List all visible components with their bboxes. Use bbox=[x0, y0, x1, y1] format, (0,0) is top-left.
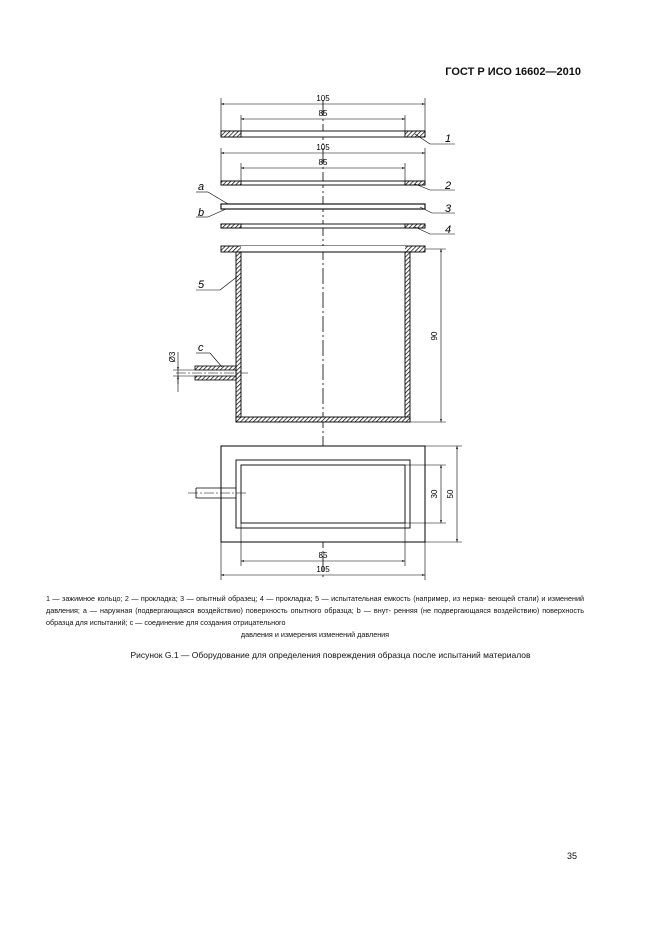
figure-caption: Рисунок G.1 — Оборудование для определения повреждения образца после испытаний материалов bbox=[130, 650, 531, 660]
dim-105-top: 105 bbox=[316, 94, 330, 103]
dim-85-second: 85 bbox=[318, 158, 328, 167]
vessel-plan-view bbox=[188, 446, 425, 542]
document-header: ГОСТ Р ИСО 16602—2010 bbox=[445, 66, 581, 78]
dim-height-90: 90 bbox=[430, 331, 439, 341]
test-vessel-section bbox=[176, 246, 425, 422]
dim-width-50: 50 bbox=[446, 489, 455, 499]
dim-width-30: 30 bbox=[430, 489, 439, 499]
callout-c: c bbox=[198, 342, 204, 354]
legend-line-3: ренняя (не подвергающаяся воздействию) поверхность образца для испытаний; c — соединение для создания отрицательного bbox=[46, 606, 584, 627]
callout-3: 3 bbox=[445, 203, 452, 215]
clamping-ring bbox=[221, 131, 425, 137]
figure-legend bbox=[46, 593, 584, 641]
legend-line-2: веющей стали) и изменений давления; a — наружная (подвергающаяся воздействию) поверхность опытного образца; b — внут- bbox=[46, 594, 584, 615]
legend-line-4: давления и измерения изменений давления bbox=[240, 630, 390, 639]
callout-2: 2 bbox=[445, 180, 452, 192]
dim-85-top: 85 bbox=[318, 109, 328, 118]
callout-a: a bbox=[198, 181, 205, 193]
callout-4: 4 bbox=[445, 224, 452, 236]
callout-b: b bbox=[198, 207, 205, 219]
callout-5: 5 bbox=[198, 279, 205, 291]
callout-1: 1 bbox=[445, 133, 452, 145]
legend-line-1: 1 — зажимное кольцо; 2 — прокладка; 3 — опытный образец; 4 — прокладка; 5 — испытательная емкость (например, из нержа- bbox=[46, 594, 486, 603]
page-number: 35 bbox=[566, 851, 577, 861]
dim-105-bottom: 105 bbox=[316, 565, 330, 574]
dim-diameter-3: Ø3 bbox=[168, 351, 177, 363]
dim-105-second: 105 bbox=[316, 143, 330, 152]
gasket-bottom bbox=[221, 224, 425, 228]
dim-85-bottom: 85 bbox=[318, 551, 328, 560]
test-specimen bbox=[221, 204, 425, 209]
gasket-top bbox=[221, 181, 425, 185]
